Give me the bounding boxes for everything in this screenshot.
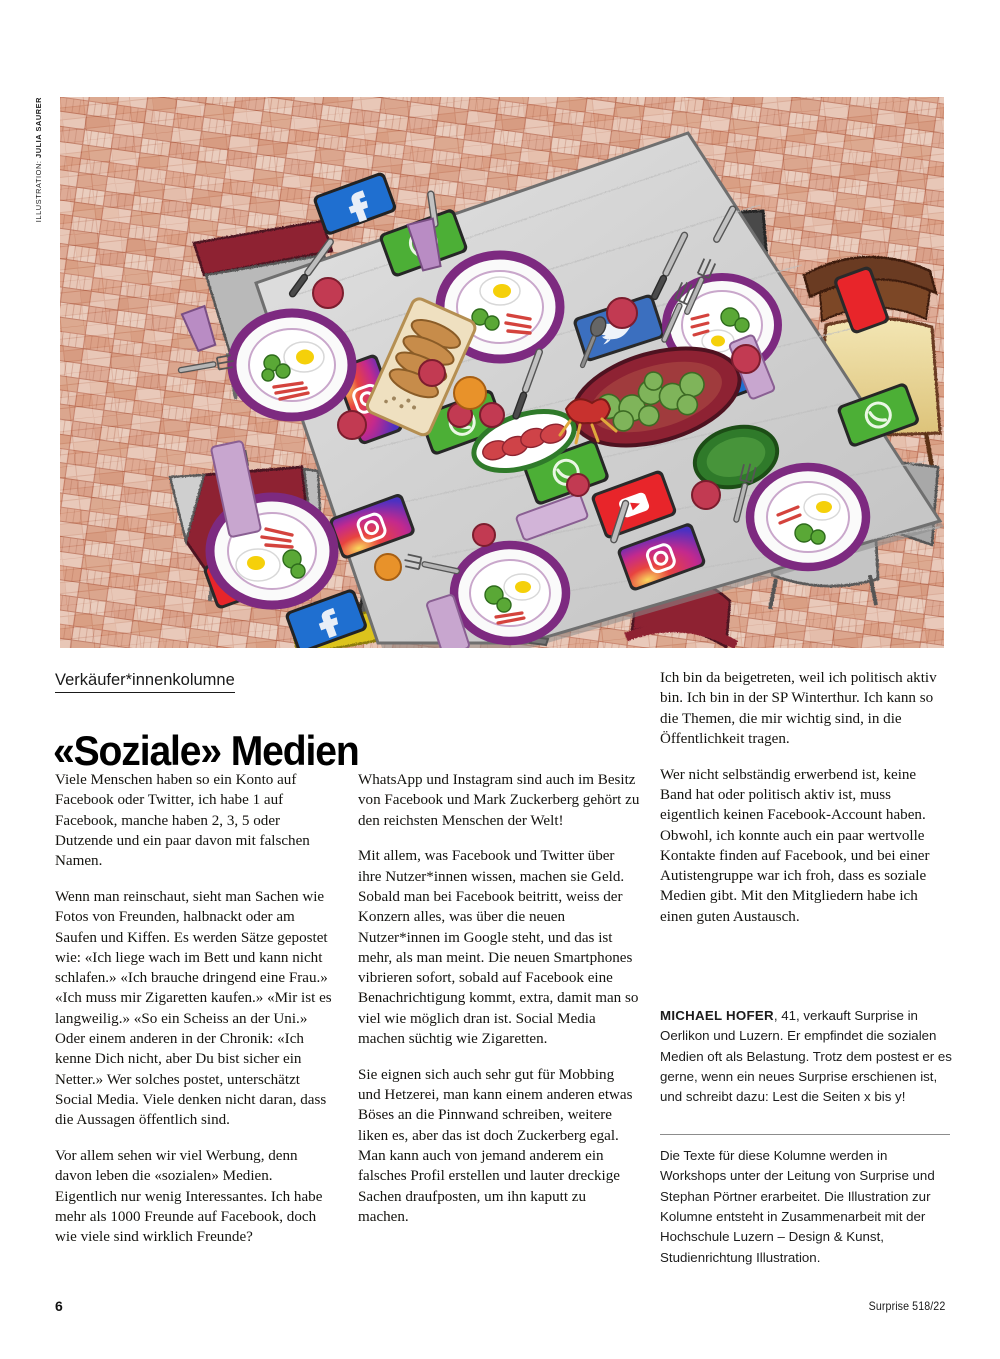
paragraph: Wenn man reinschaut, sieht man Sachen wie Fotos von Freunden, halbnackt oder am Saufen und Kiffen. Es werden Sätze gepostet wie: «Ich liege wach im Bett und kann nicht schlafen.» «Ich brauche dringend eine Frau.» «Ich muss mir Zigaretten kaufen.» «Mir ist es langweilig.» «So ein Scheiss an der Uni.» Oder einem anderen in der Chronik: «Ich kenne Dich nicht, aber Du bist sicher ein Netter.» Wer solches postet, unterschätzt Social Media. Viele denken nicht daran, dass die Aussagen öffentlich sind. [55,888,332,1129]
column-production-note: Die Texte für diese Kolumne werden in Workshops unter der Leitung von Surprise und Stephan Pörtner erarbeitet. Die Illustration zur Kolumne entsteht in Zusammenarbeit mit der Hochschule Luzern – Design & Kunst, Studienrichtung Illustration. [660,1148,935,1265]
bio-divider [660,1134,950,1135]
author-bio [660,1006,952,1108]
page-number: 6 [55,1298,63,1314]
tomato [338,411,366,439]
orange [375,554,401,580]
tomato [473,524,495,546]
paragraph: Ich bin da beigetreten, weil ich politisch aktiv bin. Ich bin in der SP Winterthur. Ich kann so die Themen, die mir wichtig sind, in die Öffentlichkeit tragen. [660,670,937,747]
plate [750,467,866,567]
illustration-artwork [60,97,944,648]
tomato [313,278,343,308]
tomato [419,360,445,386]
plate [454,545,566,641]
tomato [692,481,720,509]
illustration-credit-prefix: ILLUSTRATION: [34,157,43,223]
paragraph: Sie eignen sich auch sehr gut für Mobbing und Hetzerei, man kann einem anderen etwas Böses an die Pinnwand schreiben, weitere liken es, aber das ist doch Zuckerberg egal. Man kann auch von jemand anderem ein falsches Profil erstellen und lauter dreckige Sachen draufposten, um ihn kaputt zu machen. [358,1066,633,1225]
paragraph: Mit allem, was Facebook und Twitter über ihre Nutzer*innen wissen, machen sie Geld. Sobald man bei Facebook beitritt, weiss der Konzern alles, was über die neuen Nutzer*innen im Google steht, und das ist mehr, als man meint. Die neuen Smartphones vibrieren sofort, sobald auf Facebook eine Benachrichtigung kommt, extra, damit man so viel wie möglich dran ist. Social Media machen süchtig wie Zigaretten. [358,848,639,1048]
paragraph: Viele Menschen haben so ein Konto auf Facebook oder Twitter, ich habe 1 auf Facebook, manche haben 2, 3, 5 oder Dutzende und ein paar davon mit falschen Namen. [55,772,310,870]
tomato [607,298,637,328]
illustration-credit-name: JULIA SAURER [34,97,43,158]
illustration-credit [34,97,43,397]
tomato [732,345,760,373]
page-title: «Soziale» Medien [53,727,359,775]
plate [232,313,352,417]
column-illustration [60,97,944,648]
body-column-3 [660,668,950,943]
paragraph: Wer nicht selbständig erwerbend ist, keine Band hat oder politisch aktiv ist, muss eigentlich keinen Facebook-Account haben. Obwohl, ich konnte auch ein paar wertvolle Kontakte finden auf Facebook, und bei einer Autistengruppe war ich froh, dass es soziale Medien gibt. Mit den Mitgliedern habe ich einen guten Austausch. [660,766,930,925]
paragraph: Vor allem sehen wir viel Werbung, denn davon leben die «sozialen» Medien. Eigentlich nur wenig Interessantes. Ich habe mehr als 1000 Freunde auf Facebook, doch wie viele sind wirklich Freunde? [55,1148,323,1246]
body-column-2 [358,770,640,1243]
column-kicker: Verkäufer*innenkolumne [55,671,235,693]
paragraph: WhatsApp und Instagram sind auch im Besitz von Facebook und Mark Zuckerberg gehört zu den reichsten Menschen der Welt! [358,772,640,829]
issue-label: Surprise 518/22 [868,1300,945,1313]
orange [454,377,486,409]
author-name: MICHAEL HOFER [660,1008,774,1023]
author-bio-text: , 41, verkauft Surprise in Oerlikon und Luzern. Er empfindet die sozialen Medien oft als Belastung. Trotz dem postest er es gerne, wenn ein neues Surprise erschienen ist, und schreibt dazu: Lest die Seiten x bis y! [660,1008,952,1105]
tomato [567,474,589,496]
body-column-1 [55,770,337,1263]
tomato [480,403,504,427]
